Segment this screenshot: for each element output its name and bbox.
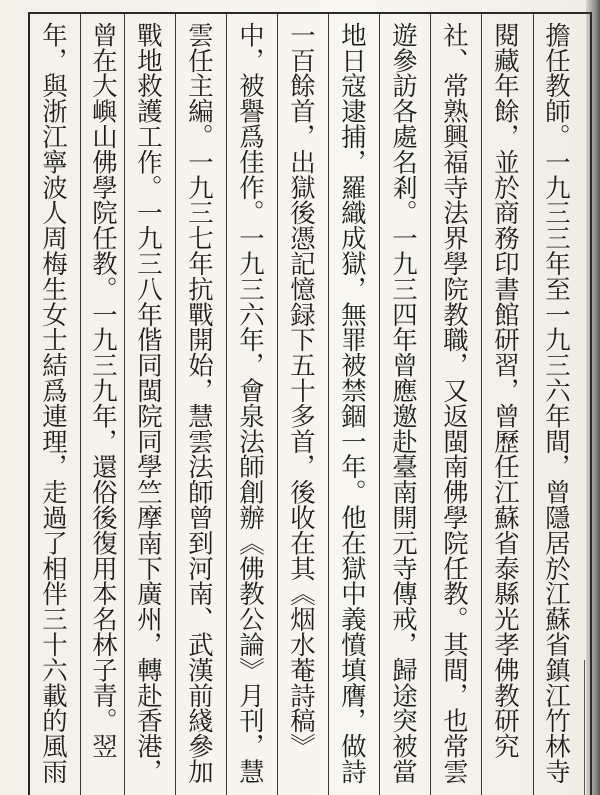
text-column-2: 閱藏年餘，並於商務印書館研習，曾歷任江蘇省泰縣光孝佛教研究: [491, 22, 521, 759]
column-rule: [533, 14, 534, 795]
column-rule: [277, 14, 278, 795]
text-column-7: 中，被譽爲佳作。一九三六年，會泉法師創辦《佛教公論》月刊，慧: [236, 22, 266, 784]
text-column-6: 一百餘首，出獄後憑記憶録下五十多首，後收在其《烟水菴詩稿》: [287, 22, 317, 759]
column-rule: [80, 14, 81, 795]
text-column-9: 戰地救護工作。一九三八年偕同閩院同學竺摩南下廣州，轉赴香港，: [134, 22, 164, 784]
column-rule: [328, 14, 329, 795]
frame-notch: [584, 660, 593, 795]
column-rule: [430, 14, 431, 795]
text-column-10: 曾在大嶼山佛學院任教。一九三九年，還俗後復用本名林子青。翌: [89, 22, 119, 759]
text-column-1: 擔任教師。一九三三年至一九三六年間，曾隱居於江蘇省鎮江竹林寺: [542, 22, 572, 784]
text-column-11: 年，與浙江寧波人周梅生女士結爲連理，走過了相伴三十六載的風雨: [39, 22, 69, 784]
text-column-4: 遊參訪各處名剎。一九三四年曾應邀赴臺南開元寺傳戒，歸途突被當: [389, 22, 419, 784]
column-rule: [175, 14, 176, 795]
column-rule: [481, 14, 482, 795]
column-rule: [124, 14, 125, 795]
column-rule: [379, 14, 380, 795]
column-rule: [226, 14, 227, 795]
text-column-8: 雲任主編。一九三七年抗戰開始，慧雲法師曾到河南、武漢前綫參加: [185, 22, 215, 784]
text-column-5: 地日寇逮捕，羅織成獄，無罪被禁錮一年。他在獄中義憤填膺，做詩: [338, 22, 368, 784]
text-column-3: 社、常熟興福寺法界學院教職，又返閩南佛學院任教。其間，也常雲: [440, 22, 470, 784]
